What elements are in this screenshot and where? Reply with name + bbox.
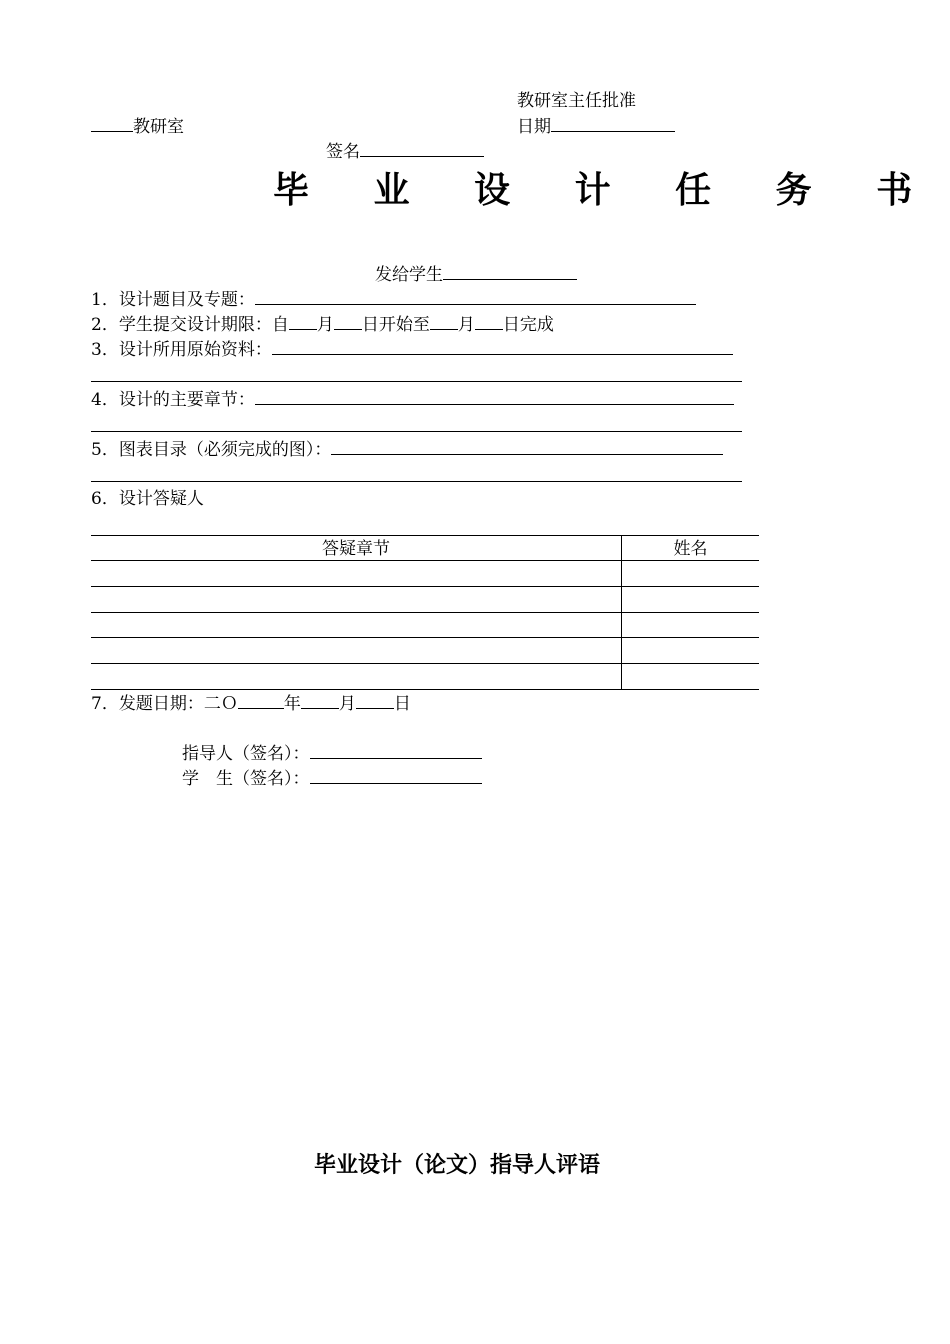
- item-2-month1-label: 月: [316, 315, 334, 335]
- item-2-month2-blank[interactable]: [430, 312, 458, 330]
- student-signature-blank[interactable]: [310, 766, 482, 784]
- qa-cell-chapter[interactable]: [91, 664, 621, 688]
- approve-date-label: 日期: [517, 117, 551, 137]
- item-2-month1-blank[interactable]: [289, 312, 317, 330]
- item-7: [91, 691, 411, 716]
- qa-cell-name[interactable]: [622, 587, 759, 611]
- qa-cell-chapter[interactable]: [91, 638, 621, 662]
- item-3: [91, 337, 733, 362]
- item-4-continuation-line[interactable]: [91, 431, 742, 432]
- item-2-day1-label: 日开始至: [361, 315, 430, 335]
- approve-sign-line: [326, 139, 484, 164]
- qa-cell-chapter[interactable]: [91, 561, 621, 585]
- advisor-signature-blank[interactable]: [310, 741, 482, 759]
- item-2-day2-label: 日完成: [502, 315, 554, 335]
- item-4-blank[interactable]: [255, 387, 734, 405]
- approve-label: 教研室主任批准: [517, 91, 636, 111]
- qa-cell-name[interactable]: [622, 561, 759, 585]
- approve-sign-label: 签名: [326, 142, 360, 162]
- item-2: [91, 312, 554, 337]
- item-2-month2-label: 月: [457, 315, 475, 335]
- qa-table-bottom-border: [91, 689, 759, 690]
- qa-table-top-border: [91, 535, 759, 536]
- item-4-label: 4．设计的主要章节：: [91, 390, 255, 410]
- approve-date-line: [517, 114, 675, 139]
- advisor-signature: [182, 741, 482, 766]
- student-signature-label: 学 生（签名）：: [182, 769, 310, 789]
- item-5-blank[interactable]: [331, 437, 723, 455]
- qa-cell-name[interactable]: [622, 664, 759, 688]
- item-1-blank[interactable]: [255, 287, 696, 305]
- qa-header-name: 姓名: [673, 539, 708, 559]
- item-7-month-blank[interactable]: [301, 691, 339, 709]
- item-7-month-label: 月: [338, 694, 356, 714]
- item-4: [91, 387, 734, 412]
- item-1-label: 1．设计题目及专题：: [91, 290, 255, 310]
- item-1: [91, 287, 696, 312]
- student-signature: [182, 766, 482, 791]
- qa-cell-name[interactable]: [622, 638, 759, 662]
- approve-sign-blank[interactable]: [360, 139, 484, 157]
- item-7-day-label: 日: [393, 694, 411, 714]
- qa-cell-name[interactable]: [622, 613, 759, 637]
- item-3-continuation-line[interactable]: [91, 381, 742, 382]
- advisor-signature-label: 指导人（签名）：: [182, 744, 310, 764]
- item-7-year-label: 年: [283, 694, 301, 714]
- item-2-prefix: 2．学生提交设计期限：自: [91, 315, 289, 335]
- item-3-label: 3．设计所用原始资料：: [91, 340, 272, 360]
- student-name-blank[interactable]: [443, 262, 577, 280]
- qa-header-chapter: 答疑章节: [322, 539, 390, 559]
- approve-date-blank[interactable]: [551, 114, 675, 132]
- item-5-label: 5．图表目录（必须完成的图）：: [91, 440, 332, 460]
- item-5: [91, 437, 723, 462]
- issue-to-line: [375, 262, 577, 287]
- department-blank[interactable]: [91, 114, 133, 132]
- item-7-day-blank[interactable]: [356, 691, 394, 709]
- item-5-continuation-line[interactable]: [91, 481, 742, 482]
- item-7-prefix: 7．发题日期：二Ｏ: [91, 694, 238, 714]
- department-line: [91, 114, 184, 139]
- issue-to-label: 发给学生: [375, 265, 443, 285]
- qa-cell-chapter[interactable]: [91, 587, 621, 611]
- qa-cell-chapter[interactable]: [91, 613, 621, 637]
- item-2-day1-blank[interactable]: [334, 312, 362, 330]
- item-2-day2-blank[interactable]: [475, 312, 503, 330]
- item-3-blank[interactable]: [272, 337, 733, 355]
- section-title-advisor-comments: 毕业设计（论文）指导人评语: [314, 1152, 601, 1178]
- department-suffix: 教研室: [133, 117, 184, 137]
- page-title: 毕 业 设 计 任 务 书: [273, 169, 939, 211]
- item-7-year-blank[interactable]: [238, 691, 284, 709]
- item-6-label: 6．设计答疑人: [91, 489, 204, 509]
